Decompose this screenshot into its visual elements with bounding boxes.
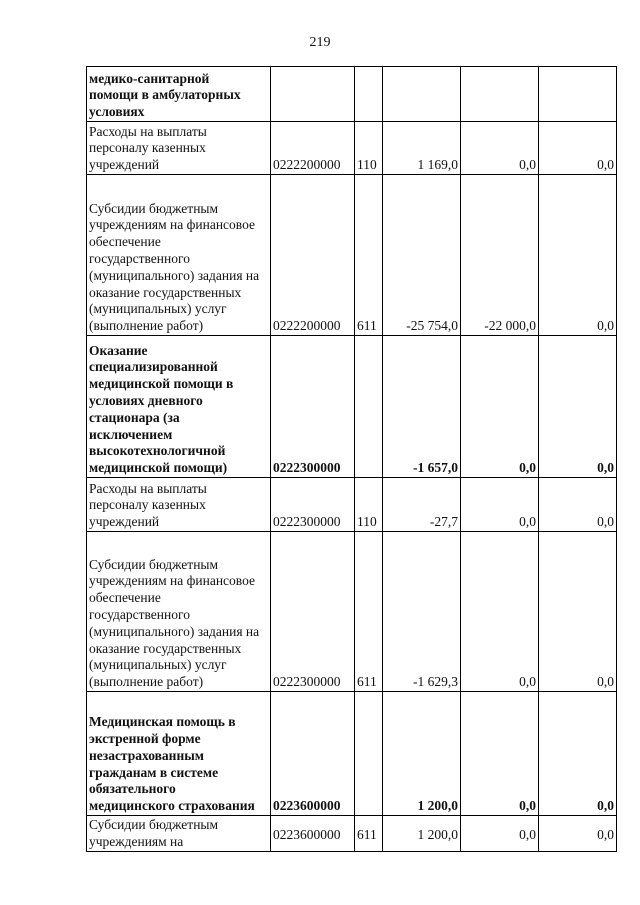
row-value-1 bbox=[383, 67, 461, 122]
row-name-text: Субсидии бюджетным учреждениям на финансовое обеспечение государственного (муниципального) задания на оказание государственных (муниципальных) услуг (выполнение работ) bbox=[89, 200, 260, 334]
table-row bbox=[87, 816, 617, 852]
row-value-3: 0,0 bbox=[539, 478, 617, 532]
row-value-1: 1 169,0 bbox=[383, 122, 461, 175]
row-value-2: -22 000,0 bbox=[461, 175, 539, 336]
row-name bbox=[87, 692, 271, 816]
row-name bbox=[87, 67, 271, 122]
row-name-text: Расходы на выплаты персоналу казенных учреждений bbox=[89, 480, 207, 530]
row-type: 611 bbox=[355, 532, 383, 692]
row-type bbox=[355, 692, 383, 816]
row-name bbox=[87, 175, 271, 336]
row-value-3: 0,0 bbox=[539, 532, 617, 692]
table-row bbox=[87, 67, 617, 122]
row-name bbox=[87, 532, 271, 692]
row-value-1: -25 754,0 bbox=[383, 175, 461, 336]
row-code: 0223600000 bbox=[271, 816, 355, 852]
row-type bbox=[355, 336, 383, 478]
table-row bbox=[87, 692, 617, 816]
row-name bbox=[87, 816, 271, 852]
row-code: 0222300000 bbox=[271, 478, 355, 532]
row-value-1: -27,7 bbox=[383, 478, 461, 532]
row-code bbox=[271, 67, 355, 122]
row-type: 611 bbox=[355, 175, 383, 336]
row-name-text: Субсидии бюджетным учреждениям на bbox=[89, 817, 219, 850]
row-value-3: 0,0 bbox=[539, 336, 617, 478]
page-number: 219 bbox=[309, 35, 331, 50]
row-code: 0222200000 bbox=[271, 122, 355, 175]
row-type: 110 bbox=[355, 478, 383, 532]
row-value-2: 0,0 bbox=[461, 816, 539, 852]
table-row bbox=[87, 175, 617, 336]
row-name bbox=[87, 336, 271, 478]
row-name-text: Расходы на выплаты персоналу казенных учреждений bbox=[89, 123, 207, 173]
row-type: 110 bbox=[355, 122, 383, 175]
row-value-2: 0,0 bbox=[461, 478, 539, 532]
row-name-text: Медицинская помощь в экстренной форме незастрахованным гражданам в системе обязательного медицинского страхования bbox=[89, 714, 255, 814]
row-value-2: 0,0 bbox=[461, 532, 539, 692]
row-code: 0223600000 bbox=[271, 692, 355, 816]
row-name bbox=[87, 478, 271, 532]
row-value-1: 1 200,0 bbox=[383, 816, 461, 852]
row-name-text: Оказание специализированной медицинской помощи в условиях дневного стационара (за исключением высокотехнологичной медицинской помощи) bbox=[89, 342, 234, 476]
row-value-2: 0,0 bbox=[461, 122, 539, 175]
row-value-3: 0,0 bbox=[539, 122, 617, 175]
row-code: 0222200000 bbox=[271, 175, 355, 336]
row-code: 0222300000 bbox=[271, 336, 355, 478]
row-value-3: 0,0 bbox=[539, 692, 617, 816]
table-row bbox=[87, 122, 617, 175]
row-value-3: 0,0 bbox=[539, 175, 617, 336]
row-value-3: 0,0 bbox=[539, 816, 617, 852]
row-name-text: медико-санитарной помощи в амбулаторных условиях bbox=[89, 70, 241, 120]
row-name bbox=[87, 122, 271, 175]
row-code: 0222300000 bbox=[271, 532, 355, 692]
row-type bbox=[355, 67, 383, 122]
row-value-2: 0,0 bbox=[461, 692, 539, 816]
row-value-3 bbox=[539, 67, 617, 122]
table-row bbox=[87, 532, 617, 692]
row-value-2: 0,0 bbox=[461, 336, 539, 478]
row-type: 611 bbox=[355, 816, 383, 852]
budget-table bbox=[86, 66, 617, 852]
row-value-2 bbox=[461, 67, 539, 122]
table-row bbox=[87, 336, 617, 478]
row-name-text: Субсидии бюджетным учреждениям на финансовое обеспечение государственного (муниципального) задания на оказание государственных (муниципальных) услуг (выполнение работ) bbox=[89, 556, 260, 690]
row-value-1: -1 629,3 bbox=[383, 532, 461, 692]
row-value-1: 1 200,0 bbox=[383, 692, 461, 816]
row-value-1: -1 657,0 bbox=[383, 336, 461, 478]
table-row bbox=[87, 478, 617, 532]
